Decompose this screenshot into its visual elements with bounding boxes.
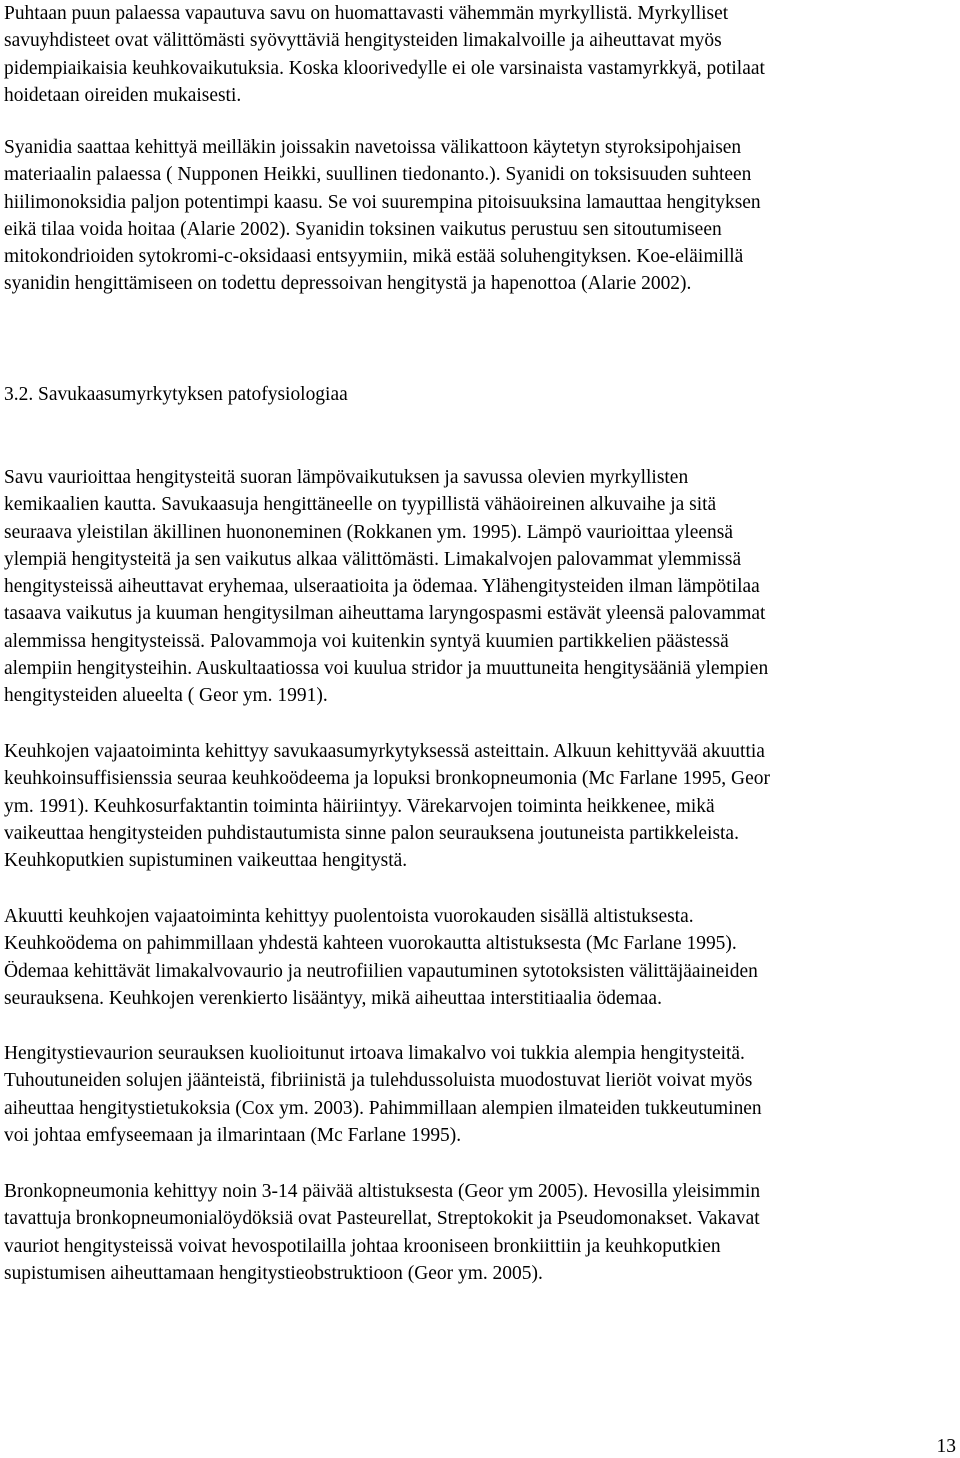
text-line: hiilimonoksidia paljon potentimpi kaasu. Se voi suurempina pitoisuuksina lamauttaa hengityksen: [4, 191, 761, 213]
page-number: 13: [936, 1436, 956, 1457]
text-line: Tuhoutuneiden solujen jäänteistä, fibriinistä ja tulehdussoluista muodostuvat lieriöt voivat myös: [4, 1070, 753, 1092]
text-line: Syanidia saattaa kehittyä meilläkin joissakin navetoissa välikattoon käytetyn styroksipohjaisen: [4, 137, 742, 158]
text-line: hoidetaan oireiden mukaisesti.: [4, 84, 242, 106]
text-line: supistumisen aiheuttamaan hengitystieobstruktioon (Geor ym. 2005).: [4, 1262, 543, 1284]
text-line: vauriot hengitysteissä voivat hevospotilailla johtaa krooniseen bronkiittiin ja keuhkoputkien: [4, 1235, 721, 1257]
text-line: seuraava yleistilan äkillinen huononeminen (Rokkanen ym. 1995). Lämpö vaurioittaa yleensä: [4, 521, 733, 543]
text-line: Bronkopneumonia kehittyy noin 3-14 päivää altistuksesta (Geor ym 2005). Hevosilla yleisimmin: [4, 1181, 761, 1202]
text-line: Keuhkojen vajaatoiminta kehittyy savukaasumyrkytyksessä asteittain. Alkuun kehittyvää akuuttia: [4, 741, 765, 762]
paragraph-6: [4, 1040, 959, 1149]
text-line: tasaava vaikutus ja kuuman hengitysilman aiheuttama laryngospasmi estävät yleensä palovammat: [4, 603, 766, 625]
paragraph-2: [4, 134, 959, 298]
text-line: materiaalin palaessa ( Nupponen Heikki, suullinen tiedonanto.). Syanidi on toksisuuden suhteen: [4, 164, 752, 186]
section-heading: [4, 381, 959, 408]
text-line: alempiin hengitysteihin. Auskultaatiossa voi kuulua stridor ja muuttuneita hengitysääniä ylempien: [4, 658, 769, 680]
text-line: seurauksena. Keuhkojen verenkierto lisääntyy, mikä aiheuttaa interstitiaalia ödemaa.: [4, 987, 662, 1009]
paragraph-3: [4, 464, 959, 710]
text-line: eikä tilaa voida hoitaa (Alarie 2002). Syanidin toksinen vaikutus perustuu sen sitoutumiseen: [4, 218, 722, 240]
text-line: ym. 1991). Keuhkosurfaktantin toiminta häiriintyy. Värekarvojen toiminta heikkenee, mikä: [4, 795, 715, 817]
text-line: Ödemaa kehittävät limakalvovaurio ja neutrofiilien vapautuminen sytotoksisten välittäjäaineiden: [4, 960, 758, 982]
text-line: hengitysteissä aiheuttavat eryhemaa, ulseraatioita ja ödemaa. Ylähengitysteiden ilman lämpötilaa: [4, 576, 760, 598]
text-line: ylempiä hengitysteitä ja sen vaikutus alkaa välittömästi. Limakalvojen palovammat ylemmissä: [4, 548, 742, 570]
text-line: vaikeuttaa hengitysteiden puhdistautumista sinne palon seurauksena joutuneista partikkeleista.: [4, 822, 739, 844]
text-line: Keuhkoputkien supistuminen vaikeuttaa hengitystä.: [4, 850, 408, 872]
text-line: mitokondrioiden sytokromi-c-oksidaasi entsyymiin, mikä estää soluhengityksen. Koe-eläimillä: [4, 246, 744, 268]
text-line: keuhkoinsuffisienssia seuraa keuhkoödeema ja lopuksi bronkopneumonia (Mc Farlane 1995, Geor: [4, 768, 770, 790]
paragraph-5: [4, 903, 959, 1012]
text-line: voi johtaa emfyseemaan ja ilmarintaan (Mc Farlane 1995).: [4, 1124, 462, 1146]
text-line: hengitysteiden alueelta ( Geor ym. 1991).: [4, 685, 328, 707]
text-line: pidempiaikaisia keuhkovaikutuksia. Koska kloorivedylle ei ole varsinaista vastamyrkkyä, potilaat: [4, 57, 765, 79]
paragraph-7: [4, 1178, 959, 1287]
text-line: Akuutti keuhkojen vajaatoiminta kehittyy puolentoista vuorokauden sisällä altistuksesta.: [4, 906, 694, 927]
paragraph-1: [4, 0, 959, 109]
text-line: Savu vaurioittaa hengitysteitä suoran lämpövaikutuksen ja savussa olevien myrkyllisten: [4, 467, 689, 488]
paragraph-4: [4, 738, 959, 874]
text-line: 3.2. Savukaasumyrkytyksen patofysiologiaa: [4, 384, 348, 405]
text-line: alemmissa hengitysteissä. Palovammoja voi kuitenkin syntyä kuumien partikkelien päästessä: [4, 630, 729, 652]
text-line: aiheuttaa hengitystietukoksia (Cox ym. 2003). Pahimmillaan alempien ilmateiden tukkeutuminen: [4, 1097, 762, 1119]
text-line: kemikaalien kautta. Savukaasuja hengittäneelle on tyypillistä vähäoireinen alkuvaihe ja sitä: [4, 494, 717, 516]
text-line: syanidin hengittämiseen on todettu depressoivan hengitystä ja hapenottoa (Alarie 2002).: [4, 273, 692, 295]
text-line: savuyhdisteet ovat välittömästi syövyttäviä hengitysteiden limakalvoille ja aiheuttavat myös: [4, 30, 722, 52]
text-line: tavattuja bronkopneumonialöydöksiä ovat Pasteurellat, Streptokokit ja Pseudomonakset. Vakavat: [4, 1208, 760, 1230]
text-line: Keuhkoödema on pahimmillaan yhdestä kahteen vuorokautta altistuksesta (Mc Farlane 1995).: [4, 933, 737, 955]
text-line: Puhtaan puun palaessa vapautuva savu on huomattavasti vähemmän myrkyllistä. Myrkylliset: [4, 3, 729, 24]
text-line: Hengitystievaurion seurauksen kuolioitunut irtoava limakalvo voi tukkia alempia hengitysteitä.: [4, 1043, 745, 1064]
